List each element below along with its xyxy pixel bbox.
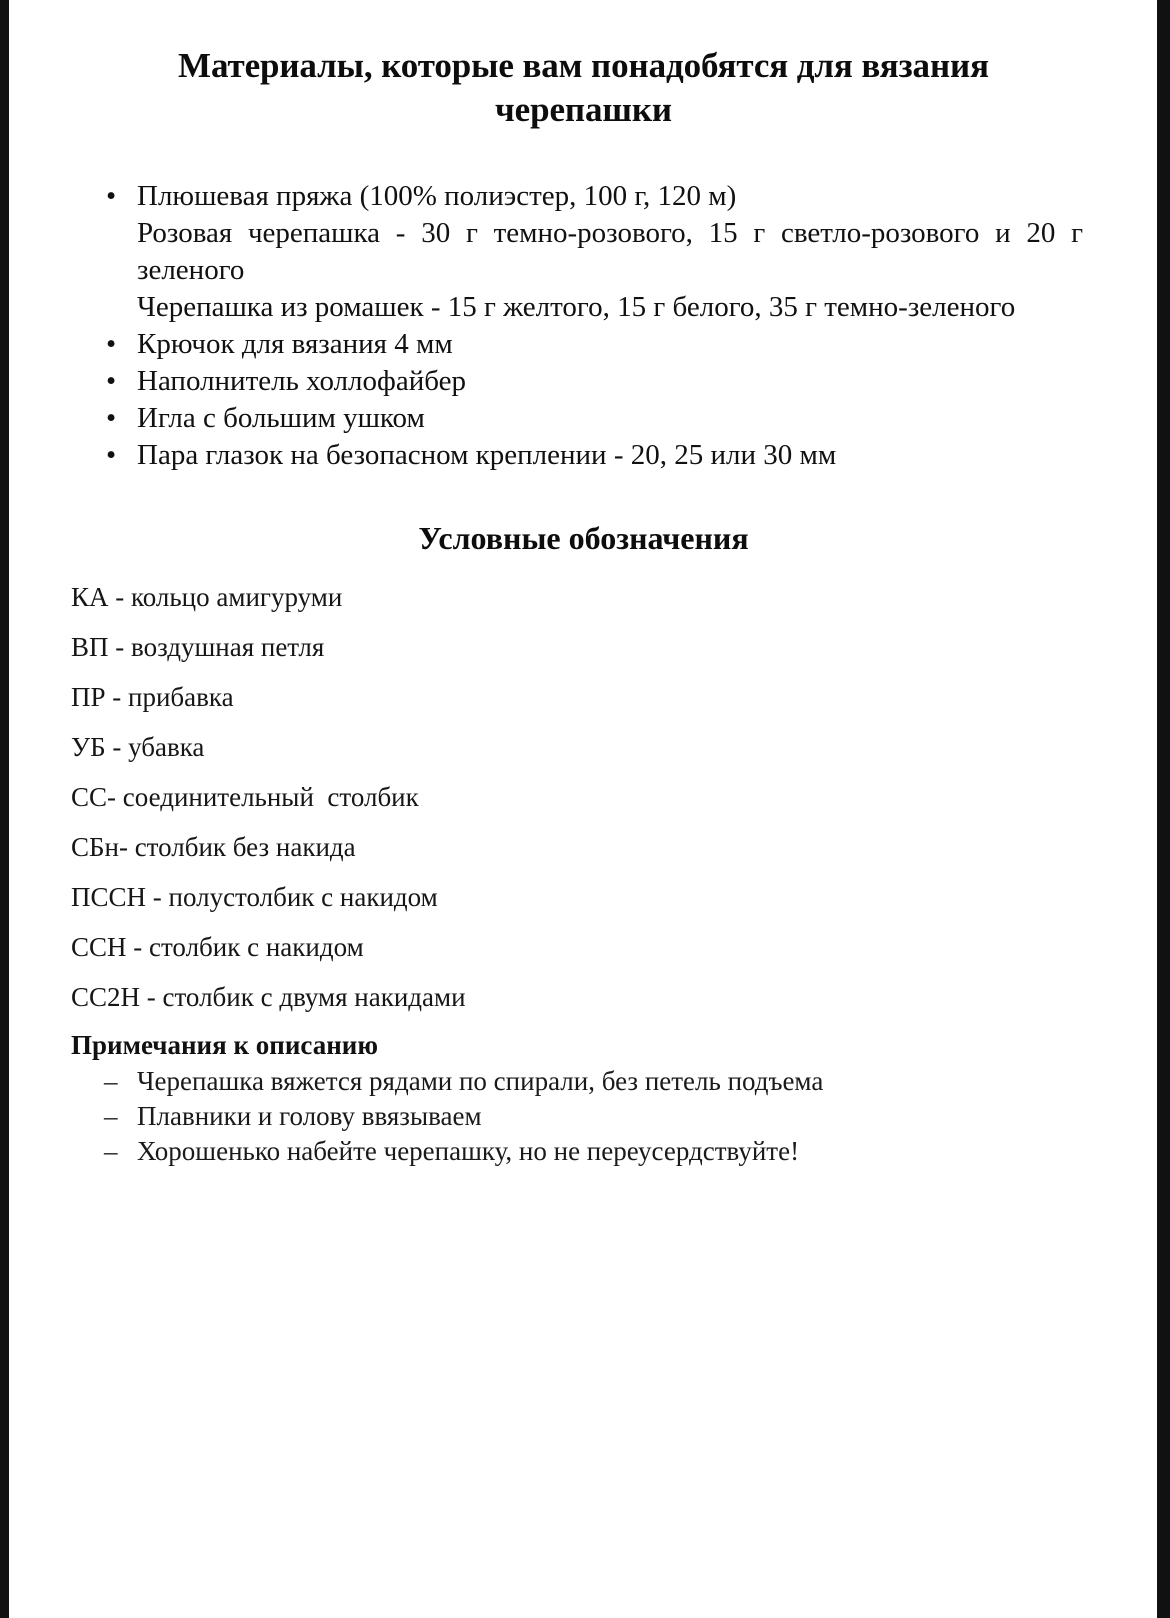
abbreviation-item: СС2Н - столбик с двумя накидами (71, 982, 466, 1012)
abbreviation-item: ПР - прибавка (71, 682, 234, 712)
bullet-icon: • (106, 439, 117, 471)
material-line: Розовая черепашка - 30 г темно-розового, 15 г светло-розового и 20 г зеленого (137, 217, 1083, 286)
note-item (9, 1099, 1157, 1134)
material-line: Черепашка из ромашек - 15 г желтого, 15 г белого, 35 г темно-зеленого (137, 291, 1016, 323)
note-item (9, 1134, 1157, 1169)
notes-list (9, 1064, 1157, 1169)
dash-icon: – (104, 1101, 118, 1131)
materials-list (9, 178, 1157, 474)
bullet-icon: • (106, 365, 117, 397)
abbreviation-item: ВП - воздушная петля (71, 632, 325, 662)
material-line: Крючок для вязания 4 мм (137, 328, 453, 360)
materials-list-item (9, 437, 1157, 474)
dash-icon: – (104, 1136, 118, 1166)
abbreviations-list (9, 572, 1157, 1022)
abbreviation-item: СБн- столбик без накида (71, 832, 356, 862)
material-line: Наполнитель холлофайбер (137, 365, 466, 397)
materials-list-item (9, 400, 1157, 437)
note-text: Хорошенько набейте черепашку, но не переусердствуйте! (137, 1136, 800, 1166)
materials-list-item (9, 363, 1157, 400)
materials-list-item (9, 178, 1157, 326)
left-edge-bar (0, 0, 9, 1618)
bullet-icon: • (106, 328, 117, 360)
note-text: Плавники и голову ввязываем (137, 1101, 482, 1131)
bullet-icon: • (106, 180, 117, 212)
bullet-icon: • (106, 402, 117, 434)
material-line: Игла с большим ушком (137, 402, 425, 434)
note-item (9, 1064, 1157, 1099)
abbreviations-heading: Условные обозначения (418, 520, 749, 556)
dash-icon: – (104, 1066, 118, 1096)
document-page (9, 0, 1157, 1618)
abbreviation-item: ПССН - полустолбик с накидом (71, 882, 438, 912)
abbreviation-item: КА - кольцо амигуруми (71, 582, 343, 612)
right-edge-bar (1157, 0, 1170, 1618)
material-line: Плюшевая пряжа (100% полиэстер, 100 г, 120 м) (137, 180, 737, 212)
abbreviation-item: СС- соединительный столбик (71, 782, 419, 812)
notes-heading: Примечания к описанию (71, 1030, 378, 1060)
abbreviation-item: ССН - столбик с накидом (71, 932, 364, 962)
page-title: Материалы, которые вам понадобятся для вязания черепашки (178, 46, 989, 129)
materials-list-item (9, 326, 1157, 363)
note-text: Черепашка вяжется рядами по спирали, без петель подъема (137, 1066, 824, 1096)
material-line: Пара глазок на безопасном креплении - 20, 25 или 30 мм (137, 439, 837, 471)
abbreviation-item: УБ - убавка (71, 732, 205, 762)
